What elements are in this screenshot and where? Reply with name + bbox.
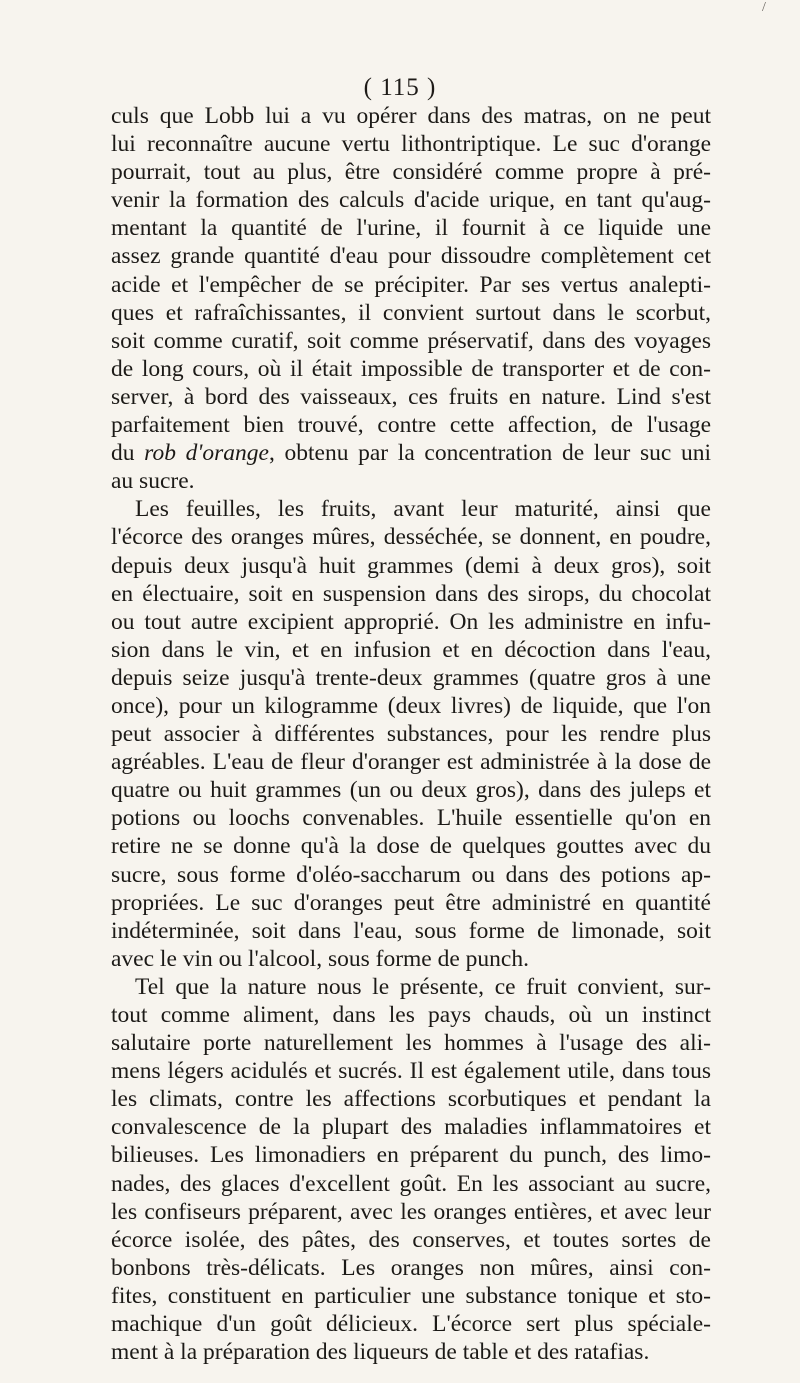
text-segment: nades, des glaces d'excellent goût. En les associant au sucre, — [111, 1170, 711, 1197]
text-segment: once), pour un kilogramme (deux livres) de liquide, que l'on — [111, 692, 711, 719]
text-line — [111, 186, 711, 214]
text-line — [111, 636, 711, 664]
text-line — [111, 355, 711, 383]
italic-term: rob d'orange — [144, 440, 269, 467]
text-line — [111, 552, 711, 580]
text-segment: ques et rafraîchissantes, il convient surtout dans le scorbut, — [111, 299, 711, 326]
text-line — [111, 720, 711, 748]
text-segment: lui reconnaître aucune vertu lithontriptique. Le suc d'orange — [111, 131, 711, 158]
text-line — [111, 945, 711, 973]
text-line — [111, 861, 711, 889]
text-segment: ou tout autre excipient approprié. On les administre en infu- — [111, 608, 711, 635]
text-segment: convalescence de la plupart des maladies inflammatoires et — [111, 1114, 711, 1141]
text-line — [111, 439, 711, 467]
text-line — [111, 917, 711, 945]
text-segment: ment à la préparation des liqueurs de table et des ratafias. — [111, 1339, 650, 1366]
text-segment: en électuaire, soit en suspension dans des sirops, du chocolat — [111, 580, 711, 607]
text-line — [111, 411, 711, 439]
text-segment: culs que Lobb lui a vu opérer dans des matras, on ne peut — [111, 103, 711, 129]
text-segment: depuis seize jusqu'à trente-deux grammes (quatre gros à une — [111, 664, 711, 691]
text-line — [111, 664, 711, 692]
text-line — [111, 804, 711, 832]
text-segment: mens légers acidulés et sucrés. Il est également utile, dans tous — [111, 1058, 711, 1085]
text-line — [111, 158, 711, 186]
text-line — [111, 1282, 711, 1310]
text-line — [111, 214, 711, 242]
text-line — [111, 832, 711, 860]
page-number: ( 115 ) — [363, 74, 437, 101]
text-segment: venir la formation des calculs d'acide urique, en tant qu'aug- — [111, 187, 711, 214]
text-line — [111, 1141, 711, 1169]
text-line — [111, 130, 711, 158]
text-line — [111, 1001, 711, 1029]
text-segment: propriées. Le suc d'oranges peut être administré en quantité — [111, 889, 711, 916]
text-line — [111, 1170, 711, 1198]
text-line — [111, 242, 711, 270]
text-line — [111, 299, 711, 327]
text-line — [111, 1029, 711, 1057]
text-line — [111, 748, 711, 776]
text-segment: server, à bord des vaisseaux, ces fruits en nature. Lind s'est — [111, 383, 711, 410]
text-segment: , obtenu par la concentration de leur suc uni — [268, 440, 712, 467]
text-line — [111, 1198, 711, 1226]
text-line — [111, 889, 711, 917]
text-segment: assez grande quantité d'eau pour dissoudre complètement cet — [111, 243, 711, 270]
text-segment: salutaire porte naturellement les hommes à l'usage des ali- — [111, 1030, 711, 1057]
text-segment: bilieuses. Les limonadiers en préparent du punch, des limo- — [111, 1142, 711, 1169]
text-line — [111, 1057, 711, 1085]
text-segment: Les feuilles, les fruits, avant leur maturité, ainsi que — [135, 496, 711, 523]
text-segment: peut associer à différentes substances, pour les rendre plus — [111, 721, 711, 748]
text-line — [111, 383, 711, 411]
text-segment: sucre, sous forme d'oléo-saccharum ou dans des potions ap- — [111, 861, 711, 888]
text-line — [111, 1338, 711, 1366]
text-line — [111, 1254, 711, 1282]
text-segment: sion dans le vin, et en infusion et en décoction dans l'eau, — [111, 636, 711, 663]
text-segment: les climats, contre les affections scorbutiques et pendant la — [111, 1086, 711, 1113]
text-segment: machique d'un goût délicieux. L'écorce sert plus spéciale- — [111, 1311, 711, 1338]
text-line — [111, 102, 711, 130]
text-segment: l'écorce des oranges mûres, desséchée, se donnent, en poudre, — [111, 524, 711, 551]
corner-mark: / — [762, 0, 766, 15]
text-segment: les confiseurs préparent, avec les oranges entières, et avec leur — [111, 1198, 711, 1225]
text-segment: du — [111, 440, 145, 467]
text-line — [111, 776, 711, 804]
text-segment: pourrait, tout au plus, être considéré comme propre à pré- — [111, 159, 711, 186]
text-segment: quatre ou huit grammes (un ou deux gros), dans des juleps et — [111, 777, 711, 804]
text-segment: mentant la quantité de l'urine, il fournit à ce liquide une — [111, 215, 711, 242]
text-line — [111, 467, 711, 495]
text-segment: tout comme aliment, dans les pays chauds, où un instinct — [111, 1002, 711, 1028]
text-segment: de long cours, où il était impossible de transporter et de con- — [111, 355, 711, 382]
text-segment: indéterminée, soit dans l'eau, sous forme de limonade, soit — [111, 917, 711, 944]
text-segment: Tel que la nature nous le présente, ce fruit convient, sur- — [135, 973, 711, 1000]
text-segment: soit comme curatif, soit comme préservatif, dans des voyages — [111, 327, 711, 354]
text-segment: agréables. L'eau de fleur d'oranger est administrée à la dose de — [111, 749, 711, 776]
text-line — [111, 271, 711, 299]
text-line — [111, 523, 711, 551]
text-segment: parfaitement bien trouvé, contre cette affection, de l'usage — [111, 412, 711, 439]
text-line — [111, 973, 711, 1001]
text-segment: fites, constituent en particulier une substance tonique et sto- — [111, 1282, 711, 1309]
text-line — [111, 495, 711, 523]
text-line — [111, 1085, 711, 1113]
text-segment: écorce isolée, des pâtes, des conserves, et toutes sortes de — [111, 1226, 711, 1253]
text-segment: depuis deux jusqu'à huit grammes (demi à deux gros), soit — [111, 552, 711, 579]
text-line — [111, 327, 711, 355]
body-text — [111, 102, 711, 1366]
text-line — [111, 1226, 711, 1254]
text-line — [111, 1113, 711, 1141]
text-segment: potions ou loochs convenables. L'huile essentielle qu'on en — [111, 805, 711, 832]
text-line — [111, 608, 711, 636]
text-segment: avec le vin ou l'alcool, sous forme de punch. — [111, 945, 529, 972]
text-line — [111, 580, 711, 608]
text-segment: au sucre. — [111, 468, 195, 495]
text-line — [111, 1310, 711, 1338]
text-segment: bonbons très-délicats. Les oranges non mûres, ainsi con- — [111, 1254, 711, 1281]
text-line — [111, 692, 711, 720]
text-segment: retire ne se donne qu'à la dose de quelques gouttes avec du — [111, 833, 711, 860]
text-segment: acide et l'empêcher de se précipiter. Par ses vertus analepti- — [111, 271, 711, 298]
